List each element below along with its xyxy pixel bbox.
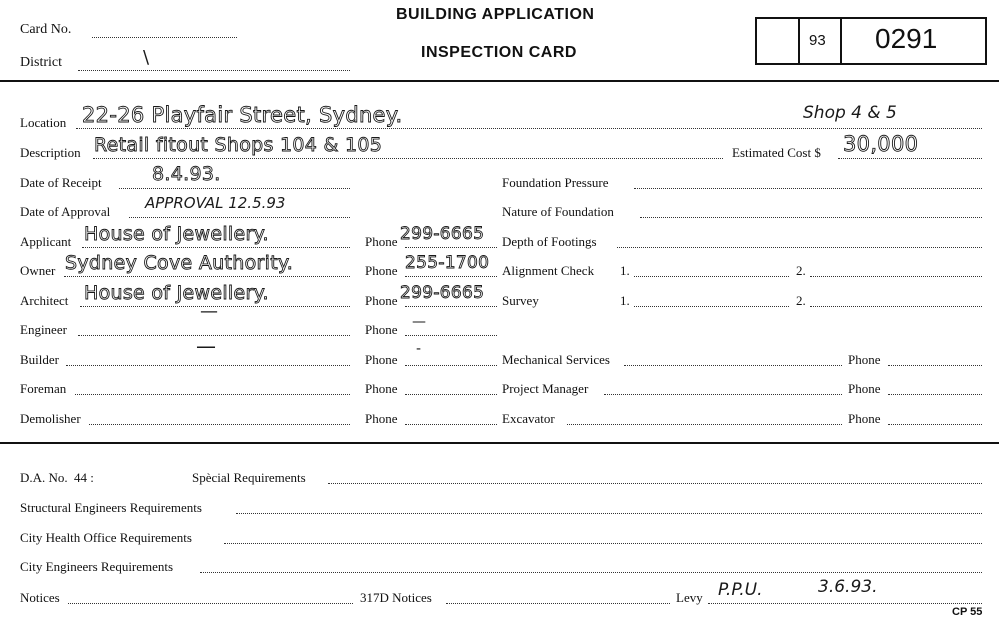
builder-phone-value: - (416, 341, 422, 357)
special-requirements-field[interactable] (328, 483, 982, 484)
applicant-phone-label: Phone (365, 234, 398, 249)
box-divider-1 (798, 19, 800, 63)
form-code: CP 55 (952, 606, 983, 618)
nature-of-foundation-field[interactable] (640, 217, 982, 218)
notices-label: Notices (20, 590, 60, 605)
title-line-1: BUILDING APPLICATION (396, 6, 595, 23)
district-field[interactable] (78, 70, 350, 71)
owner-phone-value: 255-1700 (405, 253, 490, 273)
structural-requirements-field[interactable] (236, 513, 982, 514)
alignment-check-field-2[interactable] (810, 276, 982, 277)
architect-value: House of Jewellery. (84, 282, 269, 304)
owner-phone-field[interactable] (405, 276, 497, 277)
shop-note: Shop 4 & 5 (803, 103, 897, 123)
box-divider-2 (840, 19, 842, 63)
applicant-phone-field[interactable] (405, 247, 497, 248)
date-of-receipt-label: Date of Receipt (20, 175, 102, 190)
estimated-cost-value: 30,000 (843, 132, 919, 156)
district-label: District (20, 55, 62, 70)
survey-field-2[interactable] (810, 306, 982, 307)
demolisher-label: Demolisher (20, 411, 81, 426)
project-manager-label: Project Manager (502, 381, 589, 396)
project-manager-phone-label: Phone (848, 381, 881, 396)
estimated-cost-field[interactable] (838, 158, 982, 159)
health-requirements-field[interactable] (224, 543, 982, 544)
engineer-phone-label: Phone (365, 322, 398, 337)
description-value: Retail fitout Shops 104 & 105 (94, 134, 383, 156)
foundation-pressure-field[interactable] (634, 188, 982, 189)
survey-num-1: 1. (620, 293, 630, 308)
foreman-label: Foreman (20, 381, 67, 396)
owner-phone-label: Phone (365, 263, 398, 278)
applicant-phone-value: 299-6665 (400, 224, 485, 244)
notices-317d-label: 317D Notices (360, 590, 432, 605)
foundation-pressure-label: Foundation Pressure (502, 175, 609, 190)
engineer-phone-field[interactable] (405, 335, 497, 336)
project-manager-field[interactable] (604, 394, 842, 395)
demolisher-phone-label: Phone (365, 411, 398, 426)
district-value: \ (143, 47, 150, 68)
date-of-approval-label: Date of Approval (20, 204, 111, 219)
survey-num-2: 2. (796, 293, 806, 308)
notices-317d-field[interactable] (446, 603, 670, 604)
excavator-label: Excavator (502, 411, 555, 426)
engineer-value: — (200, 301, 218, 322)
card-no-field[interactable] (92, 37, 237, 38)
card-number-value: 0291 (875, 23, 938, 54)
excavator-field[interactable] (567, 424, 842, 425)
special-requirements-label: Spècial Requirements (192, 470, 306, 485)
depth-of-footings-field[interactable] (617, 247, 982, 248)
estimated-cost-label: Estimated Cost $ (732, 145, 821, 160)
section-divider (0, 442, 999, 444)
applicant-field[interactable] (82, 247, 350, 248)
applicant-label: Applicant (20, 234, 72, 249)
alignment-check-field-1[interactable] (634, 276, 789, 277)
levy-field[interactable] (708, 603, 982, 604)
survey-label: Survey (502, 293, 539, 308)
mechanical-services-phone-field[interactable] (888, 365, 982, 366)
description-label: Description (20, 145, 81, 160)
card-no-label: Card No. (20, 22, 72, 37)
builder-field[interactable] (66, 365, 350, 366)
date-of-approval-value: APPROVAL 12.5.93 (145, 194, 286, 212)
mechanical-services-label: Mechanical Services (502, 352, 610, 367)
builder-label: Builder (20, 352, 59, 367)
demolisher-field[interactable] (89, 424, 350, 425)
project-manager-phone-field[interactable] (888, 394, 982, 395)
engineer-phone-value: — (412, 314, 426, 330)
engineers-requirements-label: City Engineers Requirements (20, 559, 174, 574)
engineer-label: Engineer (20, 322, 67, 337)
health-requirements-label: City Health Office Requirements (20, 530, 192, 545)
description-field[interactable] (93, 158, 723, 159)
applicant-value: House of Jewellery. (84, 223, 269, 245)
mechanical-services-field[interactable] (624, 365, 842, 366)
architect-phone-label: Phone (365, 293, 398, 308)
builder-phone-field[interactable] (405, 365, 497, 366)
builder-phone-label: Phone (365, 352, 398, 367)
alignment-check-num-1: 1. (620, 263, 630, 278)
architect-phone-value: 299-6665 (400, 283, 485, 303)
excavator-phone-field[interactable] (888, 424, 982, 425)
location-field[interactable] (76, 128, 982, 129)
title-line-2: INSPECTION CARD (421, 44, 577, 61)
levy-label: Levy (676, 590, 703, 605)
mechanical-services-phone-label: Phone (848, 352, 881, 367)
levy-date: 3.6.93. (818, 577, 878, 597)
owner-label: Owner (20, 263, 56, 278)
owner-field[interactable] (64, 276, 350, 277)
da-no-value: 44 : (74, 470, 94, 485)
location-value: 22-26 Playfair Street, Sydney. (82, 103, 403, 127)
structural-requirements-label: Structural Engineers Requirements (20, 500, 202, 515)
foreman-field[interactable] (75, 394, 350, 395)
alignment-check-num-2: 2. (796, 263, 806, 278)
nature-of-foundation-label: Nature of Foundation (502, 204, 614, 219)
da-no-label: D.A. No. (20, 470, 68, 485)
foreman-phone-label: Phone (365, 381, 398, 396)
architect-label: Architect (20, 293, 69, 308)
alignment-check-label: Alignment Check (502, 263, 595, 278)
architect-phone-field[interactable] (405, 306, 497, 307)
engineers-requirements-field[interactable] (200, 572, 982, 573)
survey-field-1[interactable] (634, 306, 789, 307)
levy-value: P.P.U. (718, 580, 763, 600)
location-label: Location (20, 115, 67, 130)
owner-value: Sydney Cove Authority. (65, 252, 294, 274)
builder-value: — (196, 334, 216, 358)
date-of-receipt-value: 8.4.93. (152, 163, 221, 185)
excavator-phone-label: Phone (848, 411, 881, 426)
card-number-box (755, 17, 987, 65)
date-of-approval-field[interactable] (129, 217, 350, 218)
header-divider (0, 80, 999, 82)
date-of-receipt-field[interactable] (119, 188, 350, 189)
depth-of-footings-label: Depth of Footings (502, 234, 597, 249)
year-value: 93 (809, 32, 826, 49)
demolisher-phone-field[interactable] (405, 424, 497, 425)
foreman-phone-field[interactable] (405, 394, 497, 395)
notices-field[interactable] (68, 603, 353, 604)
